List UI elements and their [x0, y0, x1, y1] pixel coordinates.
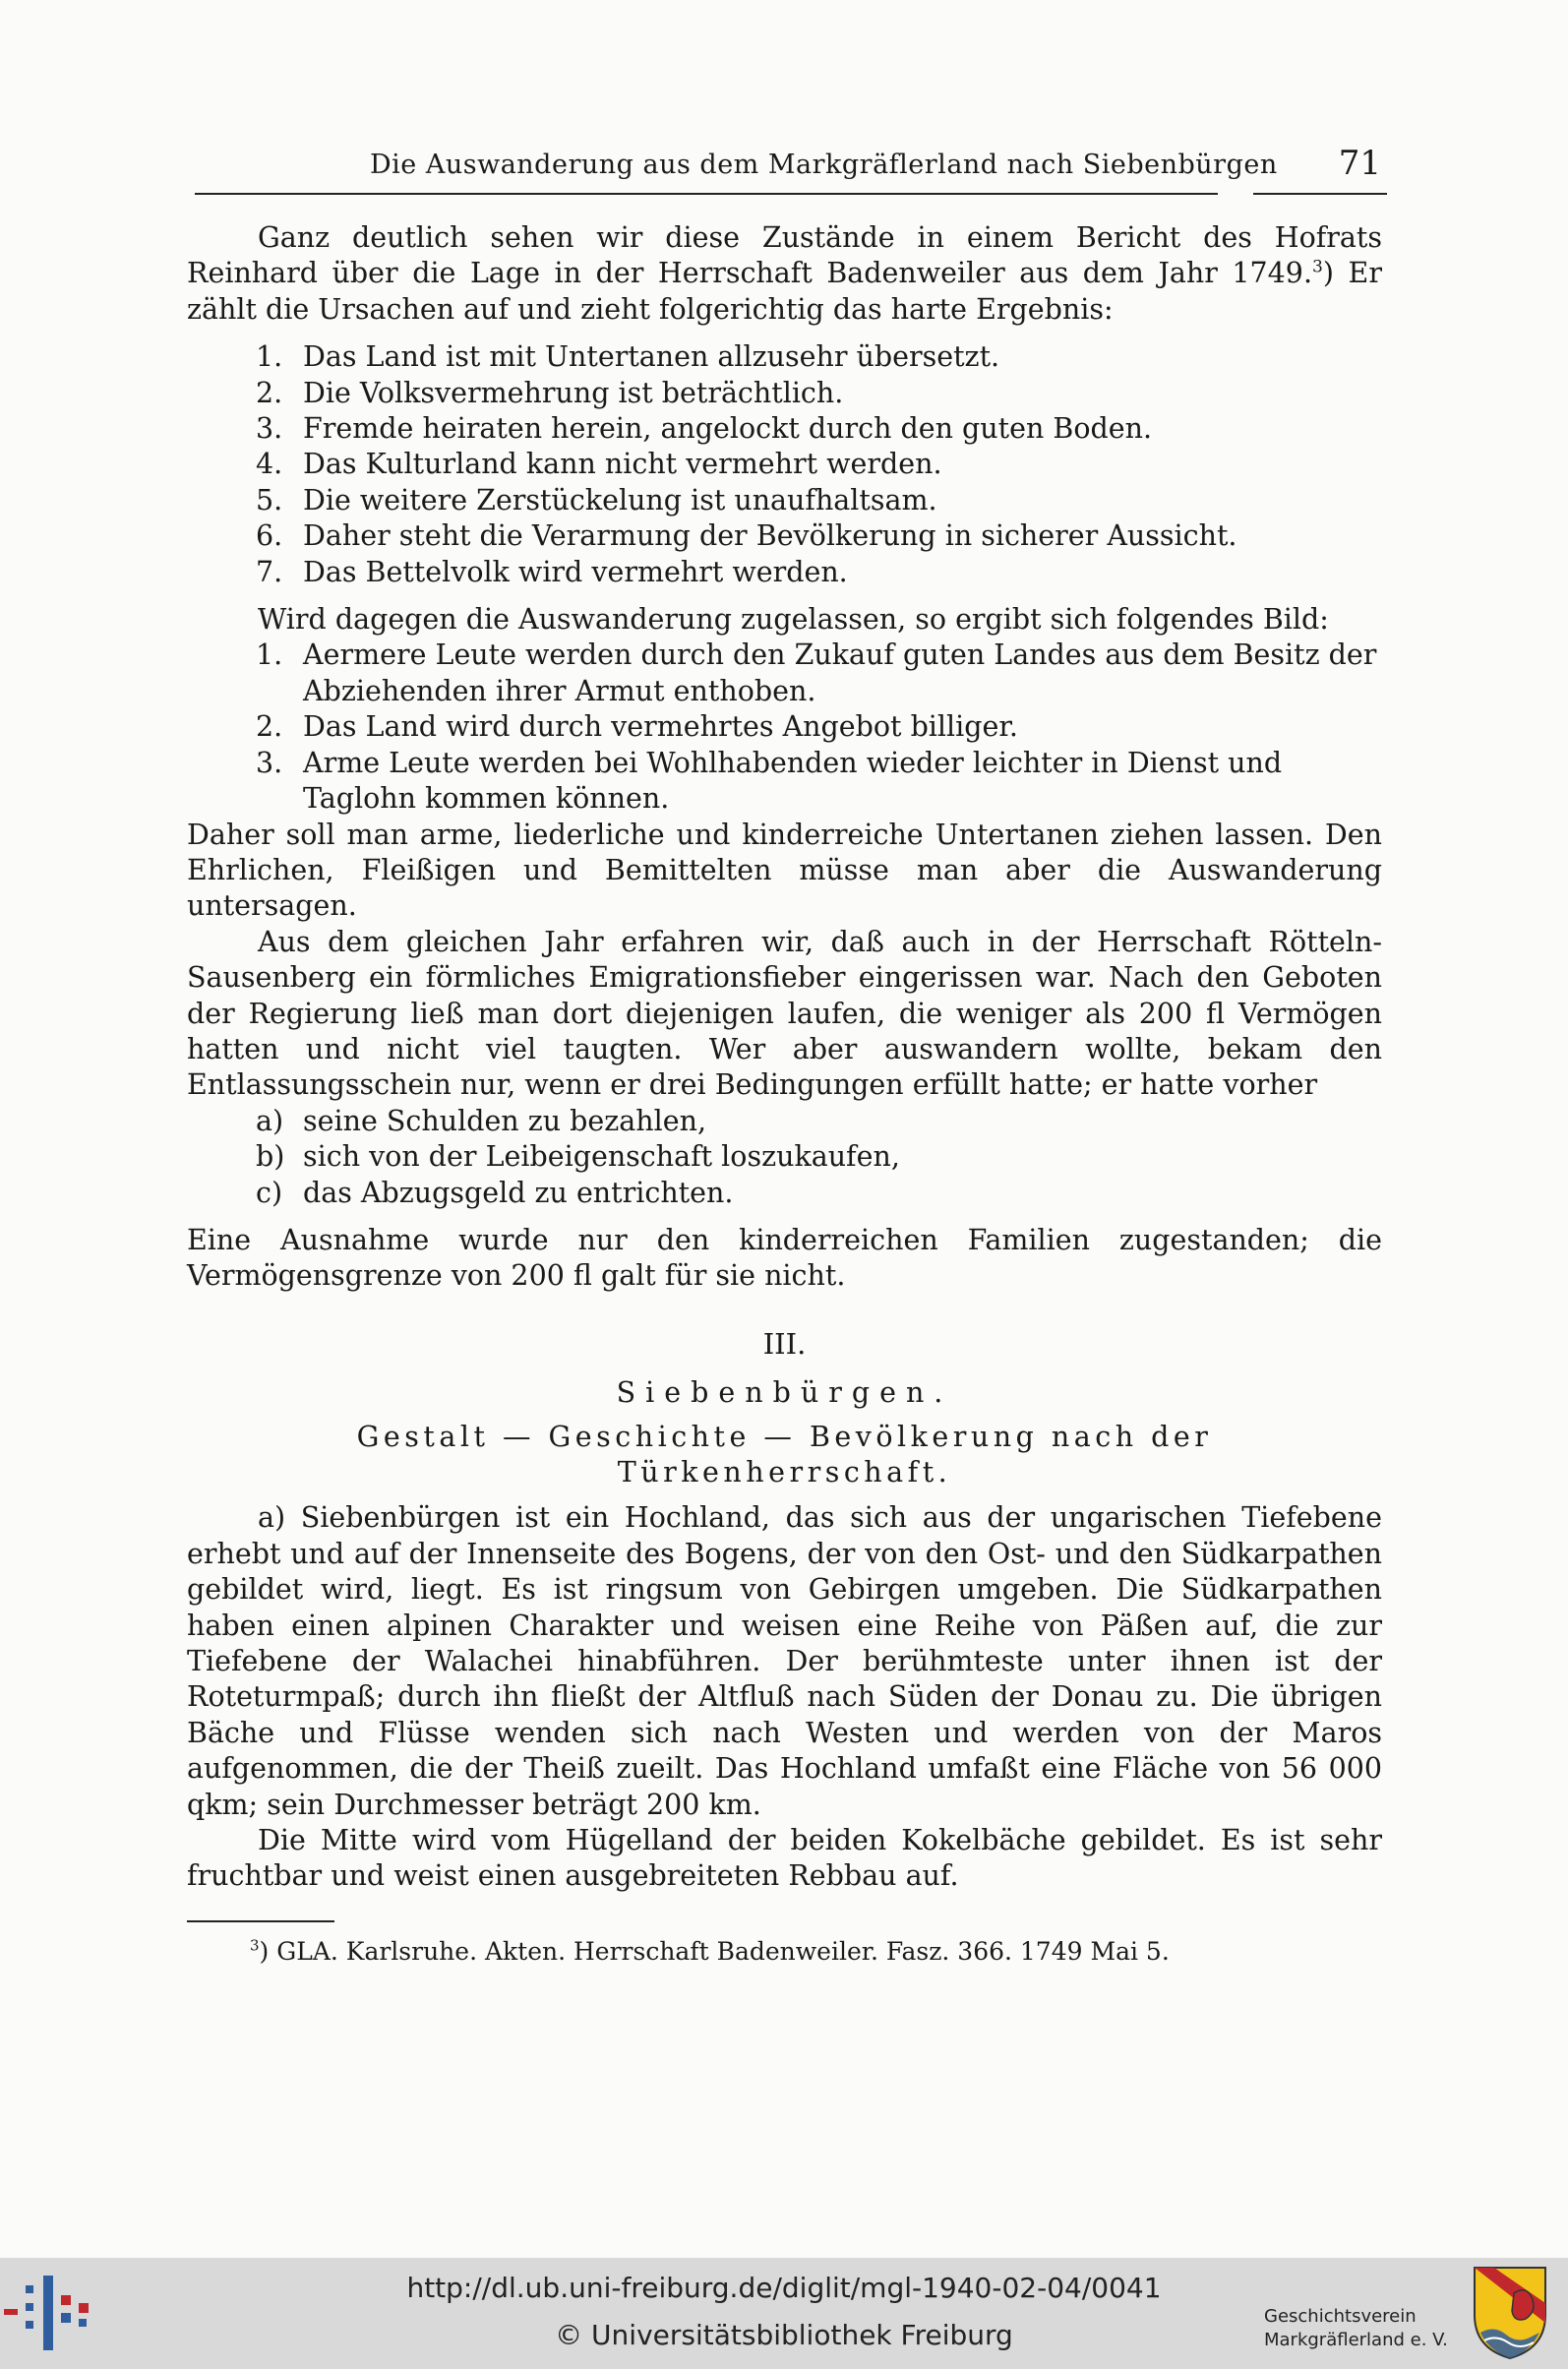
list-item	[256, 376, 1382, 411]
footnote	[187, 1934, 1382, 1970]
list-number: 3.	[256, 746, 283, 779]
list-text: Das Bettelvolk wird vermehrt werden.	[303, 555, 848, 588]
list-number: a)	[256, 1104, 284, 1137]
paragraph-1	[187, 220, 1382, 328]
paragraph-1-tail: ) Er zählt die Ursachen auf und zieht folgerichtig das harte Ergebnis:	[187, 257, 1382, 326]
list-item	[256, 1139, 1382, 1175]
list-number: 2.	[256, 376, 283, 409]
footnote-ref: 3	[1312, 257, 1323, 277]
list-item	[256, 746, 1382, 818]
copyright-text: © Universitätsbibliothek Freiburg	[555, 2319, 1013, 2351]
running-header	[195, 146, 1387, 195]
section-subtitle: Gestalt — Geschichte — Bevölkerung nach der Türkenherrschaft.	[356, 1420, 1213, 1488]
list-number: b)	[256, 1140, 285, 1174]
list-text: sich von der Leibeigenschaft loszukaufen,	[303, 1140, 900, 1174]
list-number: 6.	[256, 519, 283, 553]
list-number: 2.	[256, 710, 283, 744]
emigration-benefits-list	[187, 638, 1382, 817]
list-item	[256, 638, 1382, 709]
list-text: Das Kulturland kann nicht vermehrt werden.	[303, 448, 942, 481]
paragraph-3: Daher soll man arme, liederliche und kinderreiche Untertanen ziehen lassen. Den Ehrlichen, Fleißigen und Bemittelten müsse man aber die Auswanderung untersagen.	[187, 818, 1382, 923]
list-item	[256, 709, 1382, 745]
paragraph-1-text: Ganz deutlich sehen wir diese Zustände in einem Bericht des Hofrats Reinhard über die Lage in der Herrschaft Badenweiler aus dem Jahr 1749.	[187, 221, 1382, 290]
paragraph-7: Die Mitte wird vom Hügelland der beiden Kokelbäche gebildet. Es ist sehr fruchtbar und weist einen ausgebreiteten Rebbau auf.	[187, 1824, 1382, 1893]
coat-of-arms-icon	[1471, 2264, 1549, 2362]
list-item	[256, 555, 1382, 590]
list-text: seine Schulden zu bezahlen,	[303, 1104, 707, 1137]
society-name	[1264, 2305, 1448, 2352]
footnote-text: ) GLA. Karlsruhe. Akten. Herrschaft Badenweiler. Fasz. 366. 1749 Mai 5.	[259, 1936, 1170, 1966]
list-item	[256, 447, 1382, 482]
section-title: Siebenbürgen.	[616, 1376, 953, 1410]
page-number: 71	[1338, 144, 1381, 183]
list-text: Fremde heiraten herein, angelockt durch den guten Boden.	[303, 412, 1153, 446]
list-text: Das Land ist mit Untertanen allzusehr übersetzt.	[303, 340, 1000, 374]
conditions-list	[187, 1104, 1382, 1211]
society-name-line-2: Markgräflerland e. V.	[1264, 2330, 1448, 2350]
list-number: 7.	[256, 555, 283, 588]
paragraph-2: Wird dagegen die Auswanderung zugelassen, so ergibt sich folgendes Bild:	[258, 603, 1329, 637]
list-number: 4.	[256, 448, 283, 481]
consequences-list	[187, 339, 1382, 590]
society-name-line-1: Geschichtsverein	[1264, 2306, 1417, 2327]
list-number: 5.	[256, 483, 283, 516]
list-item	[256, 483, 1382, 518]
body-text	[187, 220, 1382, 1970]
document-url-link[interactable]: http://dl.ub.uni-freiburg.de/diglit/mgl-1940-02-04/0041	[406, 2272, 1162, 2304]
list-number: 3.	[256, 412, 283, 446]
footer-bar	[0, 2258, 1568, 2369]
list-item	[256, 1104, 1382, 1139]
list-text: Daher steht die Verarmung der Bevölkerung in sicherer Aussicht.	[303, 519, 1237, 553]
header-rule-gap	[1218, 189, 1253, 197]
running-title: Die Auswanderung aus dem Markgräflerland nach Siebenbürgen	[370, 150, 1278, 180]
list-number: 1.	[256, 638, 283, 672]
list-item	[256, 339, 1382, 375]
list-text: Das Land wird durch vermehrtes Angebot billiger.	[303, 710, 1018, 744]
list-text: Die Volksvermehrung ist beträchtlich.	[303, 376, 844, 409]
section-number: III.	[762, 1326, 807, 1361]
paragraph-4: Aus dem gleichen Jahr erfahren wir, daß auch in der Herrschaft Rötteln-Sausenberg ein förmliches Emigrationsfieber eingerissen war. Nach den Geboten der Regierung ließ man dort diejenigen laufen, die weniger als 200 fl Vermögen hatten und nicht viel taugten. Wer aber auswandern wollte, bekam den Entlassungsschein nur, wenn er drei Bedingungen erfüllt hatte; er hatte vorher	[187, 925, 1382, 1102]
list-item	[256, 518, 1382, 554]
paragraph-6: a) Siebenbürgen ist ein Hochland, das sich aus der ungarischen Tiefebene erhebt und auf der Innenseite des Bogens, der von den Ost- und den Südkarpathen gebildet wird, liegt. Es ist ringsum von Gebirgen umgeben. Die Südkarpathen haben einen alpinen Charakter und weisen eine Reihe von Päßen auf, die zur Tiefebene der Walachei hinabführen. Der berühmteste unter ihnen ist der Roteturmpaß; durch ihn fließt der Altfluß nach Süden der Donau zu. Die übrigen Bäche und Flüsse wenden sich nach Westen und werden von der Maros aufgenommen, die der Theiß zueilt. Das Hochland umfaßt eine Fläche von 56 000 qkm; sein Durchmesser beträgt 200 km.	[187, 1501, 1382, 1821]
paragraph-5: Eine Ausnahme wurde nur den kinderreichen Familien zugestanden; die Vermögensgrenze von 200 fl galt für sie nicht.	[187, 1223, 1382, 1293]
footnote-mark: 3	[250, 1936, 260, 1955]
list-number: 1.	[256, 340, 283, 374]
list-item	[256, 1176, 1382, 1211]
list-number: c)	[256, 1176, 283, 1209]
list-item	[256, 411, 1382, 447]
list-text: Arme Leute werden bei Wohlhabenden wieder leichter in Dienst und Taglohn kommen können.	[303, 746, 1283, 816]
list-text: das Abzugsgeld zu entrichten.	[303, 1176, 734, 1209]
list-text: Die weitere Zerstückelung ist unaufhaltsam.	[303, 483, 937, 516]
list-text: Aermere Leute werden durch den Zukauf guten Landes aus dem Besitz der Abziehenden ihrer Armut enthoben.	[303, 638, 1377, 707]
footnote-divider	[187, 1920, 334, 1922]
